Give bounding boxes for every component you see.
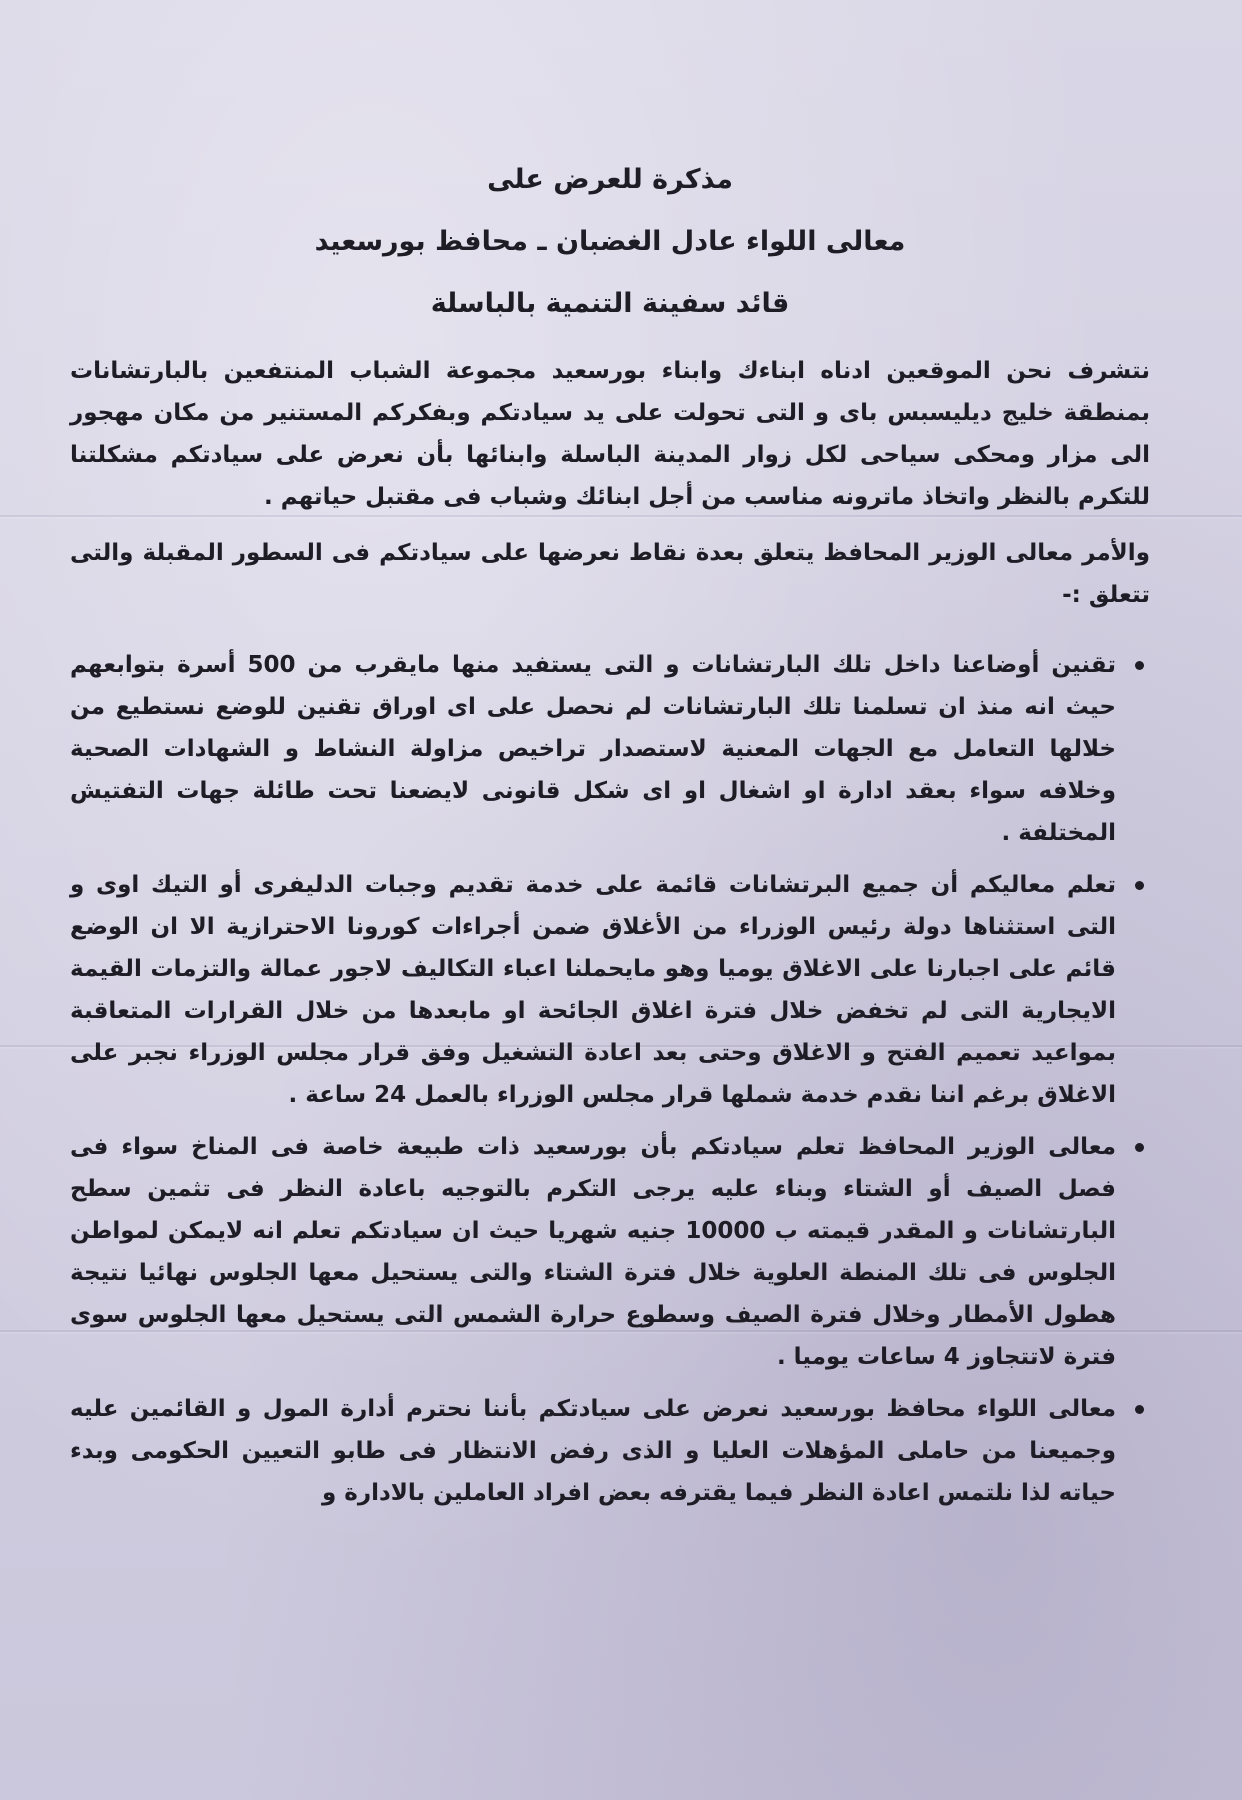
memo-intro-paragraph: نتشرف نحن الموقعين ادناه ابناءك وابناء بورسعيد مجموعة الشباب المنتفعين بالبارتشانات بمنطقة خليج ديليسبس باى و التى تحولت على يد سيادتكم وبفكركم المستنير من مكان مهجور الى مزار ومحكى سياحى لكل زوار المدينة الباسلة وابنائها بأن نعرض على سيادتكم مشكلتنا للتكرم بالنظر واتخاذ ماترونه مناسب من أجل ابنائك وشباب فى مقتبل حياتهم . — [70, 358, 1150, 510]
memo-lead-in-paragraph: والأمر معالى الوزير المحافظ يتعلق بعدة نقاط نعرضها على سيادتكم فى السطور المقبلة والتى تتعلق :- — [70, 540, 1150, 608]
memo-body — [70, 160, 1150, 1524]
memo-point — [70, 644, 1150, 854]
memo-point-text: معالى اللواء محافظ بورسعيد نعرض على سيادتكم بأننا نحترم أدارة المول و القائمين عليه وجميعنا من حاملى المؤهلات العليا و الذى رفض الانتظار فى طابو التعيين الحكومى وبدء حياته لذا نلتمس اعادة النظر فيما يقترفه بعض افراد العاملين بالادارة و — [70, 1396, 1116, 1506]
memo-title: مذكرة للعرض على — [487, 164, 733, 195]
memo-point-text: تقنين أوضاعنا داخل تلك البارتشانات و التى يستفيد منها مايقرب من 500 أسرة بتوابعهم حيث انه منذ ان تسلمنا تلك البارتشانات لم نحصل على اى اوراق تقنين للوضع نستطيع من خلالها التعامل مع الجهات المعنية لاستصدار تراخيص مزاولة النشاط و الشهادات الصحية وخلافه سواء بعقد ادارة او اشغال او اى شكل قانونى لايضعنا تحت طائلة جهات التفتيش المختلفة . — [70, 652, 1116, 846]
memo-point-text: معالى الوزير المحافظ تعلم سيادتكم بأن بورسعيد ذات طبيعة خاصة فى المناخ سواء فى فصل الصيف أو الشتاء وبناء عليه يرجى التكرم بالتوجيه باعادة النظر فى تثمين سطح البارتشانات و المقدر قيمته ب 10000 جنيه شهريا حيث ان سيادتكم تعلم انه لايمكن لمواطن الجلوس فى تلك المنطة العلوية خلال فترة الشتاء والتى يستحيل معها الجلوس نهائيا نتيجة هطول الأمطار وخلال فترة الصيف وسطوع حرارة الشمس التى يستحيل معها الجلوس سوى فترة لاتتجاوز 4 ساعات يوميا . — [70, 1134, 1116, 1370]
memo-points-list — [70, 644, 1150, 1514]
memo-epithet: قائد سفينة التنمية بالباسلة — [430, 288, 790, 319]
bullet-dot-icon — [1135, 661, 1144, 670]
memo-point — [70, 1388, 1150, 1514]
bullet-dot-icon — [1135, 1143, 1144, 1152]
memo-point-text: تعلم معاليكم أن جميع البرتشانات قائمة على خدمة تقديم وجبات الدليفرى أو التيك اوى و التى استثناها دولة رئيس الوزراء من الأغلاق ضمن أجراءات كورونا الاحترازية الا ان الوضع قائم على اجبارنا على الاغلاق يوميا وهو مايحملنا اعباء التكاليف لاجور عمالة والتزمات القيمة الايجارية التى لم تخفض خلال فترة اغلاق الجائحة او مابعدها من خلال القرارات المتعاقبة بمواعيد تعميم الفتح و الاغلاق وحتى بعد اعادة التشغيل وفق قرار مجلس الوزراء نجبر على الاغلاق برغم اننا نقدم خدمة شملها قرار مجلس الوزراء بالعمل 24 ساعة . — [70, 872, 1116, 1108]
memo-point — [70, 864, 1150, 1116]
bullet-dot-icon — [1135, 881, 1144, 890]
memo-addressee: معالى اللواء عادل الغضبان ـ محافظ بورسعيد — [314, 226, 906, 257]
memo-point — [70, 1126, 1150, 1378]
bullet-dot-icon — [1135, 1405, 1144, 1414]
